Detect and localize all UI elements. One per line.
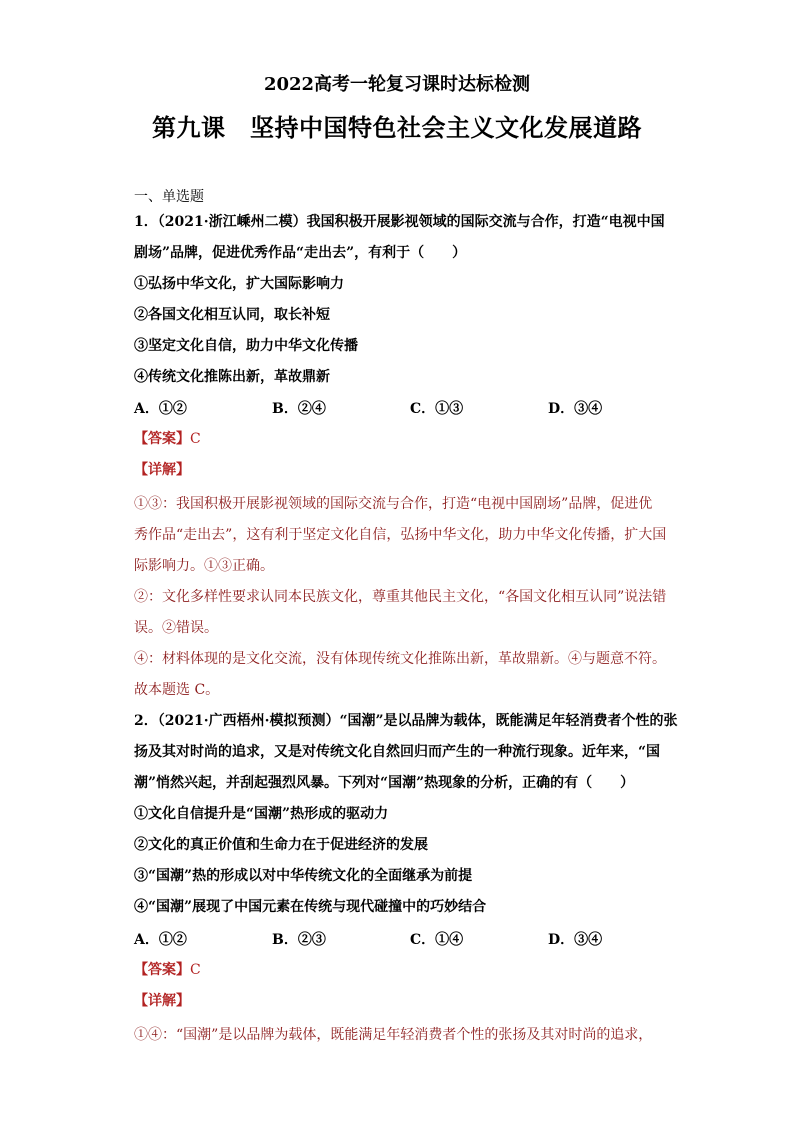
q2-detail-heading bbox=[134, 991, 190, 1011]
q1-option-d: D．③④ bbox=[548, 401, 603, 417]
q2-option-a: A．①② bbox=[134, 932, 187, 948]
q1-answer bbox=[134, 429, 201, 449]
q1-option-a: A．①② bbox=[134, 401, 187, 417]
q1-item-2: ②各国文化相互认同，取长补短 bbox=[134, 307, 330, 323]
exam-title: 2022高考一轮复习课时达标检测 bbox=[263, 74, 531, 95]
q1-item-4: ④传统文化推陈出新，革故鼎新 bbox=[134, 369, 330, 385]
q2-item-4: ④“国潮”展现了中国元素在传统与现代碰撞中的巧妙结合 bbox=[134, 899, 487, 915]
q1-answer-value: C bbox=[190, 431, 201, 447]
q1-item-1: ①弘扬中华文化，扩大国际影响力 bbox=[134, 276, 344, 292]
q1-stem-line-2: 剧场”品牌，促进优秀作品“走出去”，有利于（ ） bbox=[134, 245, 467, 261]
q2-stem-line-1: 2．（2021·广西梧州·模拟预测）“国潮”是以品牌为载体，既能满足年轻消费者个性的张 bbox=[134, 713, 678, 729]
q1-detail-line-4: ②：文化多样性要求认同本民族文化，尊重其他民主文化，“各国文化相互认同”说法错 bbox=[134, 589, 667, 605]
q1-detail-line-3: 际影响力。①③正确。 bbox=[134, 558, 274, 574]
q1-detail-line-1: ①③：我国积极开展影视领域的国际交流与合作，打造“电视中国剧场”品牌，促进优 bbox=[134, 496, 653, 512]
q2-item-3: ③“国潮”热的形成以对中华传统文化的全面继承为前提 bbox=[134, 868, 473, 884]
q1-detail-line-5: 误。②错误。 bbox=[134, 620, 218, 636]
lesson-title: 第九课 坚持中国特色社会主义文化发展道路 bbox=[152, 113, 642, 142]
q1-item-3: ③坚定文化自信，助力中华文化传播 bbox=[134, 338, 358, 354]
q2-detail-line-1: ①④：“国潮”是以品牌为载体，既能满足年轻消费者个性的张扬及其对时尚的追求， bbox=[134, 1027, 653, 1043]
q1-detail-heading bbox=[134, 460, 190, 480]
q2-answer-label: 【答案】 bbox=[134, 962, 190, 978]
q2-answer bbox=[134, 960, 201, 980]
q2-option-d: D．③④ bbox=[548, 932, 603, 948]
q1-detail-label: 【详解】 bbox=[134, 462, 190, 478]
q1-detail-line-7: 故本题选 C。 bbox=[134, 682, 220, 698]
q2-answer-value: C bbox=[190, 962, 201, 978]
q1-option-c: C．①③ bbox=[410, 401, 464, 417]
q2-option-c: C．①④ bbox=[410, 932, 464, 948]
q2-detail-label: 【详解】 bbox=[134, 993, 190, 1009]
q2-stem-line-2: 扬及其对时尚的追求，又是对传统文化自然回归而产生的一种流行现象。近年来，“国 bbox=[134, 744, 661, 760]
q1-stem-line-1: 1．（2021·浙江嵊州二模）我国积极开展影视领域的国际交流与合作，打造“电视中国 bbox=[134, 214, 665, 230]
q2-option-b: B．②③ bbox=[272, 932, 326, 948]
q2-stem-line-3: 潮”悄然兴起，并刮起强烈风暴。下列对“国潮”热现象的分析，正确的有（ ） bbox=[134, 775, 635, 791]
q2-item-2: ②文化的真正价值和生命力在于促进经济的发展 bbox=[134, 837, 428, 853]
q1-detail-line-6: ④：材料体现的是文化交流，没有体现传统文化推陈出新，革故鼎新。④与题意不符。 bbox=[134, 651, 666, 667]
q1-option-b: B．②④ bbox=[272, 401, 326, 417]
q1-answer-label: 【答案】 bbox=[134, 431, 190, 447]
section-heading: 一、单选题 bbox=[134, 189, 204, 205]
q1-detail-line-2: 秀作品“走出去”，这有利于坚定文化自信，弘扬中华文化，助力中华文化传播，扩大国 bbox=[134, 527, 667, 543]
q2-item-1: ①文化自信提升是“国潮”热形成的驱动力 bbox=[134, 806, 389, 822]
